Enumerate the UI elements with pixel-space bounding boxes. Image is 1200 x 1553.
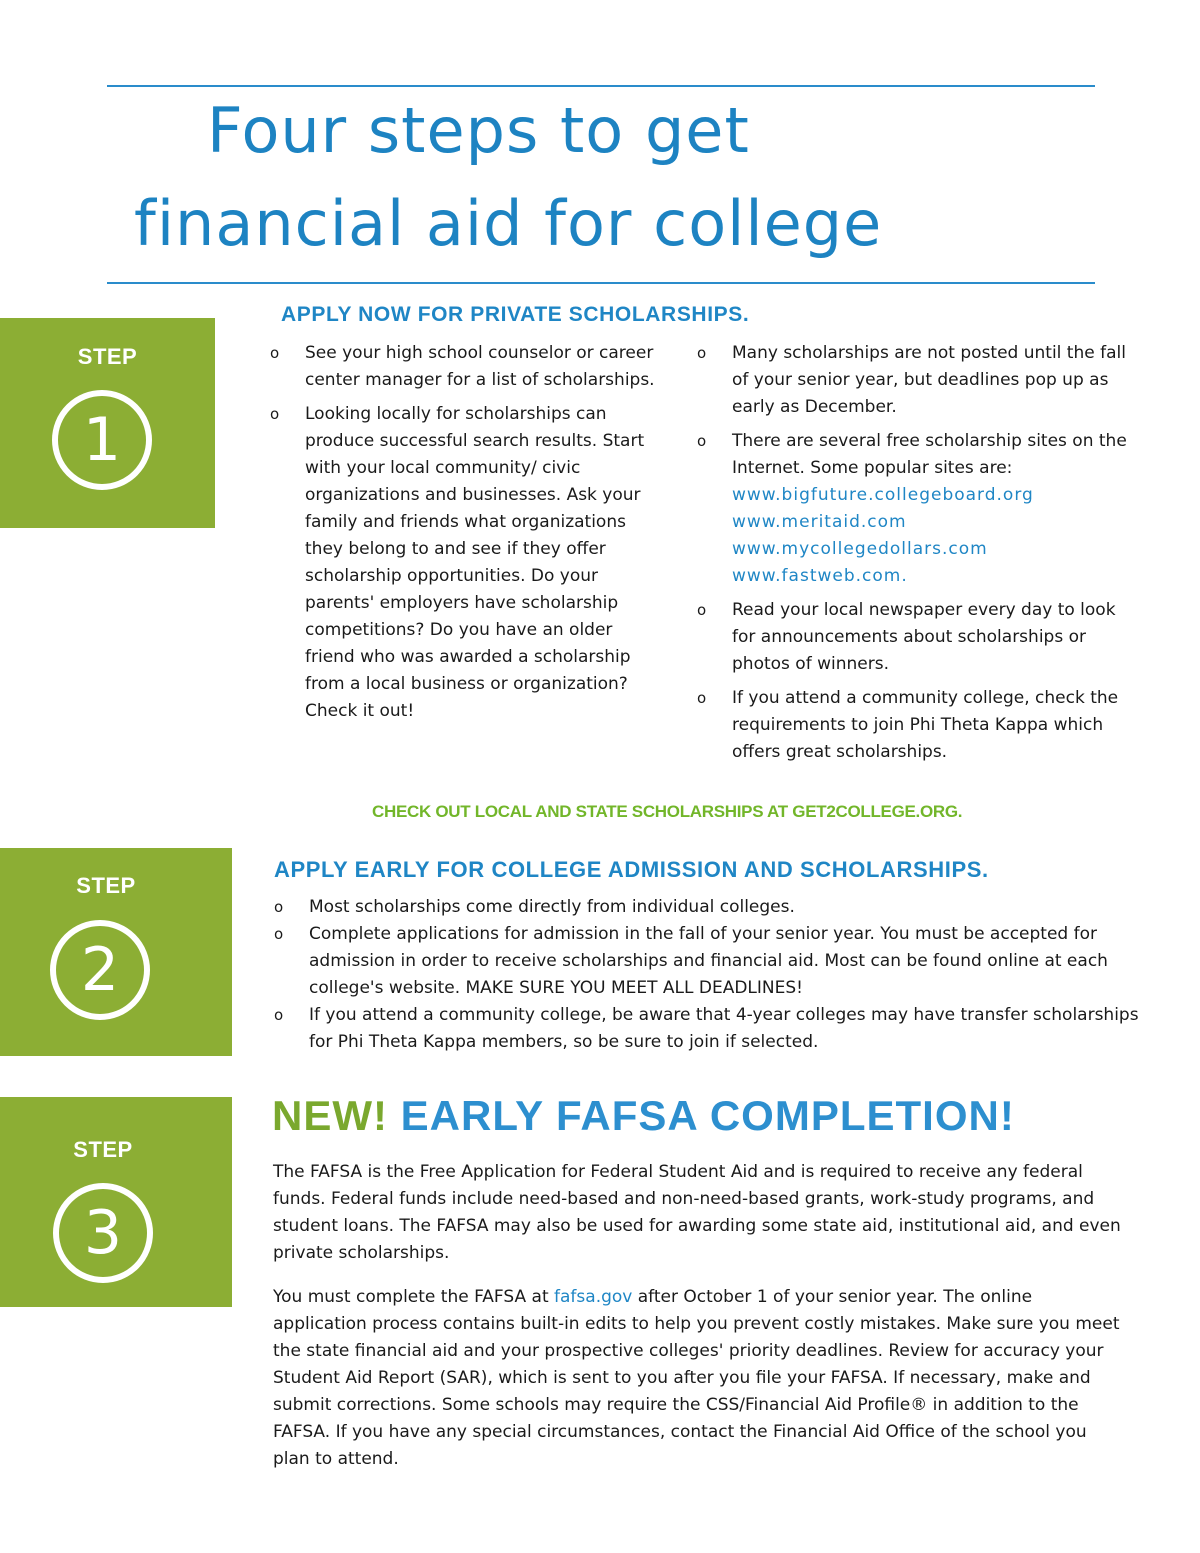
- early-fafsa-label: EARLY FAFSA COMPLETION!: [400, 1092, 1015, 1139]
- top-rule: [107, 85, 1095, 87]
- step-3-heading: [272, 1092, 1015, 1140]
- bullet-icon: o: [270, 405, 280, 423]
- step-1-label: STEP: [77, 344, 138, 369]
- link-fastweb[interactable]: www.fastweb.com.: [732, 566, 908, 586]
- step-3-body: [273, 1159, 1123, 1473]
- bullet-icon: o: [697, 344, 707, 362]
- list-item-text: Complete applications for admission in the fall of your senior year. You must be accepted for admission in order to receive scholarships and financial aid. Most can be found online at each college's website. MAKE SURE YOU MEET ALL DEADLINES!: [309, 924, 1108, 998]
- link-meritaid[interactable]: www.meritaid.com: [732, 512, 907, 532]
- page-title-line1: Four steps to get: [207, 94, 750, 167]
- bullet-icon: o: [697, 601, 707, 619]
- list-item: [697, 340, 1137, 421]
- list-item-text: Many scholarships are not posted until the fall of your senior year, but deadlines pop up as early as December.: [732, 343, 1126, 417]
- list-item: [274, 921, 1154, 1002]
- list-item: [270, 401, 660, 725]
- step-1-heading: APPLY NOW FOR PRIVATE SCHOLARSHIPS.: [281, 303, 750, 326]
- paragraph-text: You must complete the FAFSA at: [273, 1287, 555, 1307]
- fafsa-paragraph-1: The FAFSA is the Free Application for Federal Student Aid and is required to receive any federal funds. Federal funds include need-based and non-need-based grants, work-study programs, and student loans. The FAFSA may also be used for awarding some state aid, institutional aid, and even private scholarships.: [273, 1162, 1121, 1263]
- bullet-icon: o: [274, 1006, 284, 1024]
- page-title-line2: financial aid for college: [134, 187, 883, 260]
- bullet-icon: o: [270, 344, 280, 362]
- step-2-label: STEP: [76, 873, 136, 898]
- step-2-number: 2: [50, 920, 150, 1020]
- list-item-text: If you attend a community college, check the requirements to join Phi Theta Kappa which offers great scholarships.: [732, 688, 1119, 762]
- list-item: [274, 1002, 1154, 1056]
- list-item-text: Most scholarships come directly from individual colleges.: [309, 897, 795, 917]
- list-item-text: Read your local newspaper every day to look for announcements about scholarships or photos of winners.: [732, 600, 1116, 674]
- step-3-badge: [0, 1097, 232, 1307]
- list-item-text: Looking locally for scholarships can produce successful search results. Start with your local community/ civic organizations and businesses. Ask your family and friends what organizations they belong to and see if they offer scholarship opportunities. Do your parents' employers have scholarship competitions? Do you have an older friend who was awarded a scholarship from a local business or organization? Check it out!: [305, 404, 645, 721]
- new-label: NEW!: [272, 1092, 388, 1139]
- list-item: [697, 597, 1137, 678]
- bullet-icon: o: [274, 925, 284, 943]
- step-3-label: STEP: [73, 1137, 133, 1162]
- link-bigfuture[interactable]: www.bigfuture.collegeboard.org: [732, 485, 1034, 505]
- list-item: [697, 428, 1137, 590]
- step-1-number: 1: [52, 390, 152, 490]
- fafsa-paragraph-2: [273, 1284, 1123, 1473]
- list-item-text: If you attend a community college, be aware that 4-year colleges may have transfer scholarships for Phi Theta Kappa members, so be sure to join if selected.: [309, 1005, 1139, 1052]
- list-item: [270, 340, 660, 394]
- step-3-number: 3: [53, 1183, 153, 1283]
- step-1-left-column: [270, 340, 660, 725]
- step-1-right-column: [697, 340, 1137, 766]
- bottom-rule: [107, 282, 1095, 284]
- step-1-badge: [0, 318, 215, 528]
- list-item: [274, 894, 1154, 921]
- step-2-list: [274, 894, 1154, 1056]
- list-item: [697, 685, 1137, 766]
- list-item-text: See your high school counselor or career center manager for a list of scholarships.: [305, 343, 655, 390]
- bullet-icon: o: [697, 689, 707, 707]
- fafsa-link[interactable]: fafsa.gov: [554, 1287, 633, 1307]
- step-2-badge: [0, 848, 232, 1056]
- bullet-icon: o: [274, 898, 284, 916]
- link-mycollegedollars[interactable]: www.mycollegedollars.com: [732, 539, 988, 559]
- list-item-text: There are several free scholarship sites on the Internet. Some popular sites are:: [732, 431, 1127, 478]
- paragraph-text: after October 1 of your senior year. The online application process contains built-in edits to help you prevent costly mistakes. Make sure you meet the state financial aid and your prospective colleges' priority deadlines. Review for accuracy your Student Aid Report (SAR), which is sent to you after you file your FAFSA. If necessary, make and submit corrections. Some schools may require the CSS/Financial Aid Profile® in addition to the FAFSA. If you have any special circumstances, contact the Financial Aid Office of the school you plan to attend.: [273, 1287, 1120, 1469]
- scholarship-note: CHECK OUT LOCAL AND STATE SCHOLARSHIPS AT GET2COLLEGE.ORG.: [372, 802, 963, 821]
- step-2-heading: APPLY EARLY FOR COLLEGE ADMISSION AND SCHOLARSHIPS.: [274, 857, 989, 882]
- bullet-icon: o: [697, 432, 707, 450]
